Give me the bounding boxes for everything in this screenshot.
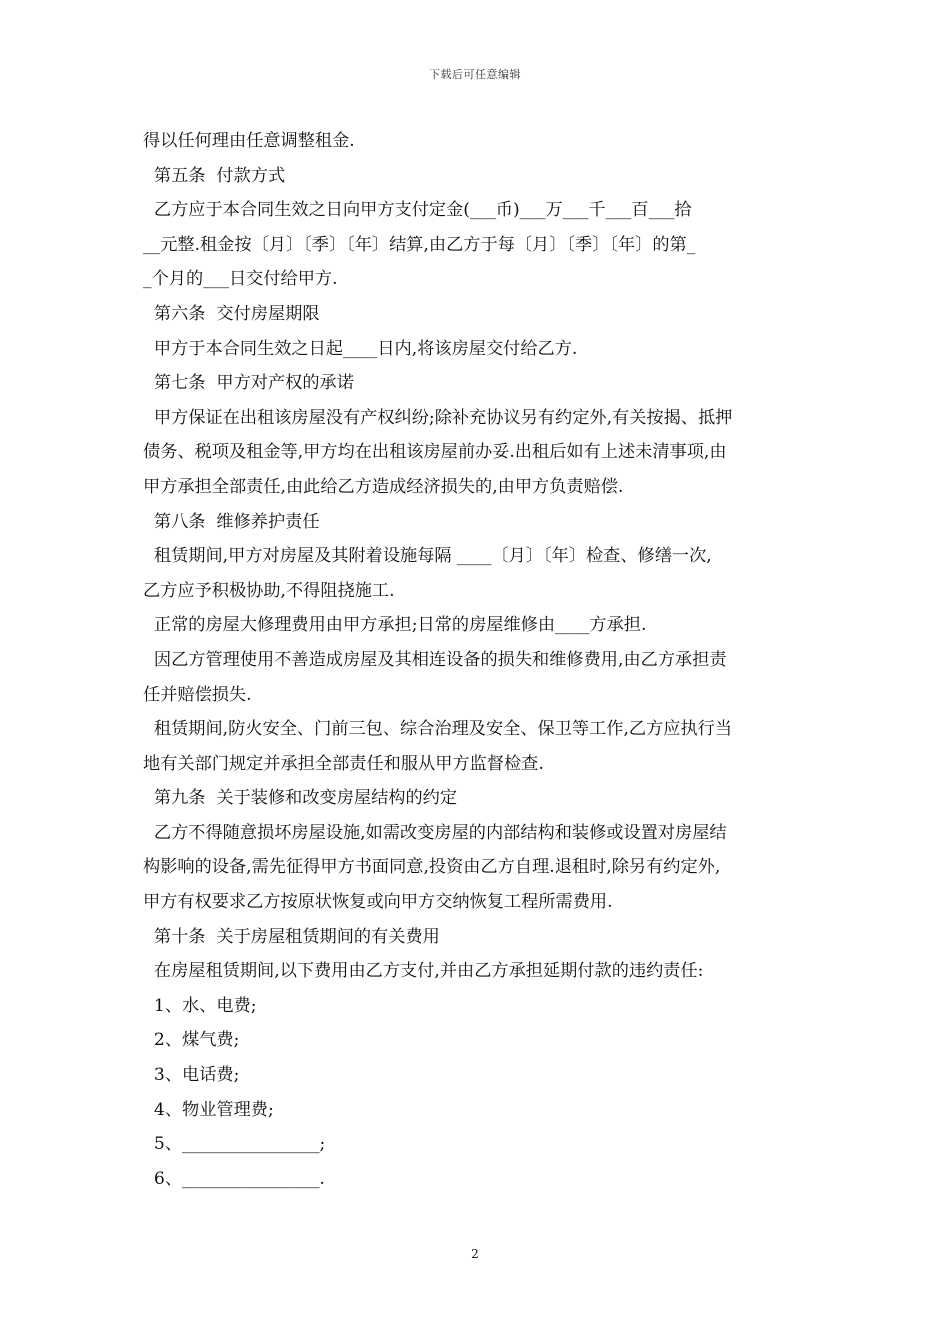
text-line: 甲方有权要求乙方按原状恢复或向甲方交纳恢复工程所需费用. bbox=[143, 892, 613, 913]
text-line: 构影响的设备,需先征得甲方书面同意,投资由乙方自理.退租时,除另有约定外, bbox=[143, 857, 721, 878]
text-line: 乙方应予积极协助,不得阻挠施工. bbox=[143, 580, 395, 601]
page-number: 2 bbox=[471, 1247, 479, 1261]
text-line: 因乙方管理使用不善造成房屋及其相连设备的损失和维修费用,由乙方承担责 bbox=[143, 649, 727, 670]
text-line: 甲方于本合同生效之日起____日内,将该房屋交付给乙方. bbox=[143, 338, 578, 359]
text-line: 在房屋租赁期间,以下费用由乙方支付,并由乙方承担延期付款的违约责任: bbox=[143, 961, 704, 982]
contract-body bbox=[143, 124, 808, 1196]
text-line: 乙方应于本合同生效之日向甲方支付定金(___币)___万___千___百___拾 bbox=[143, 200, 692, 221]
section-heading-8: 第八条 维修养护责任 bbox=[143, 511, 320, 532]
text-line: 乙方不得随意损坏房屋设施,如需改变房屋的内部结构和装修或设置对房屋结 bbox=[143, 822, 727, 843]
text-line: 租赁期间,甲方对房屋及其附着设施每隔 ____〔月〕〔年〕检查、修缮一次, bbox=[143, 546, 712, 567]
text-line: 正常的房屋大修理费用由甲方承担;日常的房屋维修由____方承担. bbox=[143, 615, 647, 636]
text-line: 地有关部门规定并承担全部责任和服从甲方监督检查. bbox=[143, 753, 544, 774]
section-heading-5: 第五条 付款方式 bbox=[143, 165, 286, 186]
text-line: 租赁期间,防火安全、门前三包、综合治理及安全、保卫等工作,乙方应执行当 bbox=[143, 719, 733, 740]
text-line: 甲方保证在出租该房屋没有产权纠纷;除补充协议另有约定外,有关按揭、抵押 bbox=[143, 407, 733, 428]
text-line: 得以任何理由任意调整租金. bbox=[143, 131, 355, 151]
fee-list-item: 2、煤气费; bbox=[143, 1030, 240, 1051]
fee-list-item: 6、________________. bbox=[143, 1168, 326, 1189]
text-line: _个月的___日交付给甲方. bbox=[143, 269, 338, 290]
text-line: 任并赔偿损失. bbox=[143, 684, 252, 705]
text-line: 甲方承担全部责任,由此给乙方造成经济损失的,由甲方负责赔偿. bbox=[143, 476, 624, 497]
text-line: __元整.租金按〔月〕〔季〕〔年〕结算,由乙方于每〔月〕〔季〕〔年〕的第_ bbox=[143, 234, 696, 255]
text-line: 债务、税项及租金等,甲方均在出租该房屋前办妥.出租后如有上述未清事项,由 bbox=[143, 442, 727, 463]
page-header: 下载后可任意编辑 bbox=[429, 68, 521, 81]
section-heading-7: 第七条 甲方对产权的承诺 bbox=[143, 373, 354, 394]
fee-list-item: 4、物业管理费; bbox=[143, 1099, 274, 1120]
fee-list-item: 5、________________; bbox=[143, 1134, 326, 1155]
section-heading-10: 第十条 关于房屋租赁期间的有关费用 bbox=[143, 926, 440, 947]
fee-list-item: 1、水、电费; bbox=[143, 995, 257, 1016]
section-heading-9: 第九条 关于装修和改变房屋结构的约定 bbox=[143, 788, 458, 809]
fee-list-item: 3、电话费; bbox=[143, 1065, 240, 1086]
section-heading-6: 第六条 交付房屋期限 bbox=[143, 303, 320, 324]
